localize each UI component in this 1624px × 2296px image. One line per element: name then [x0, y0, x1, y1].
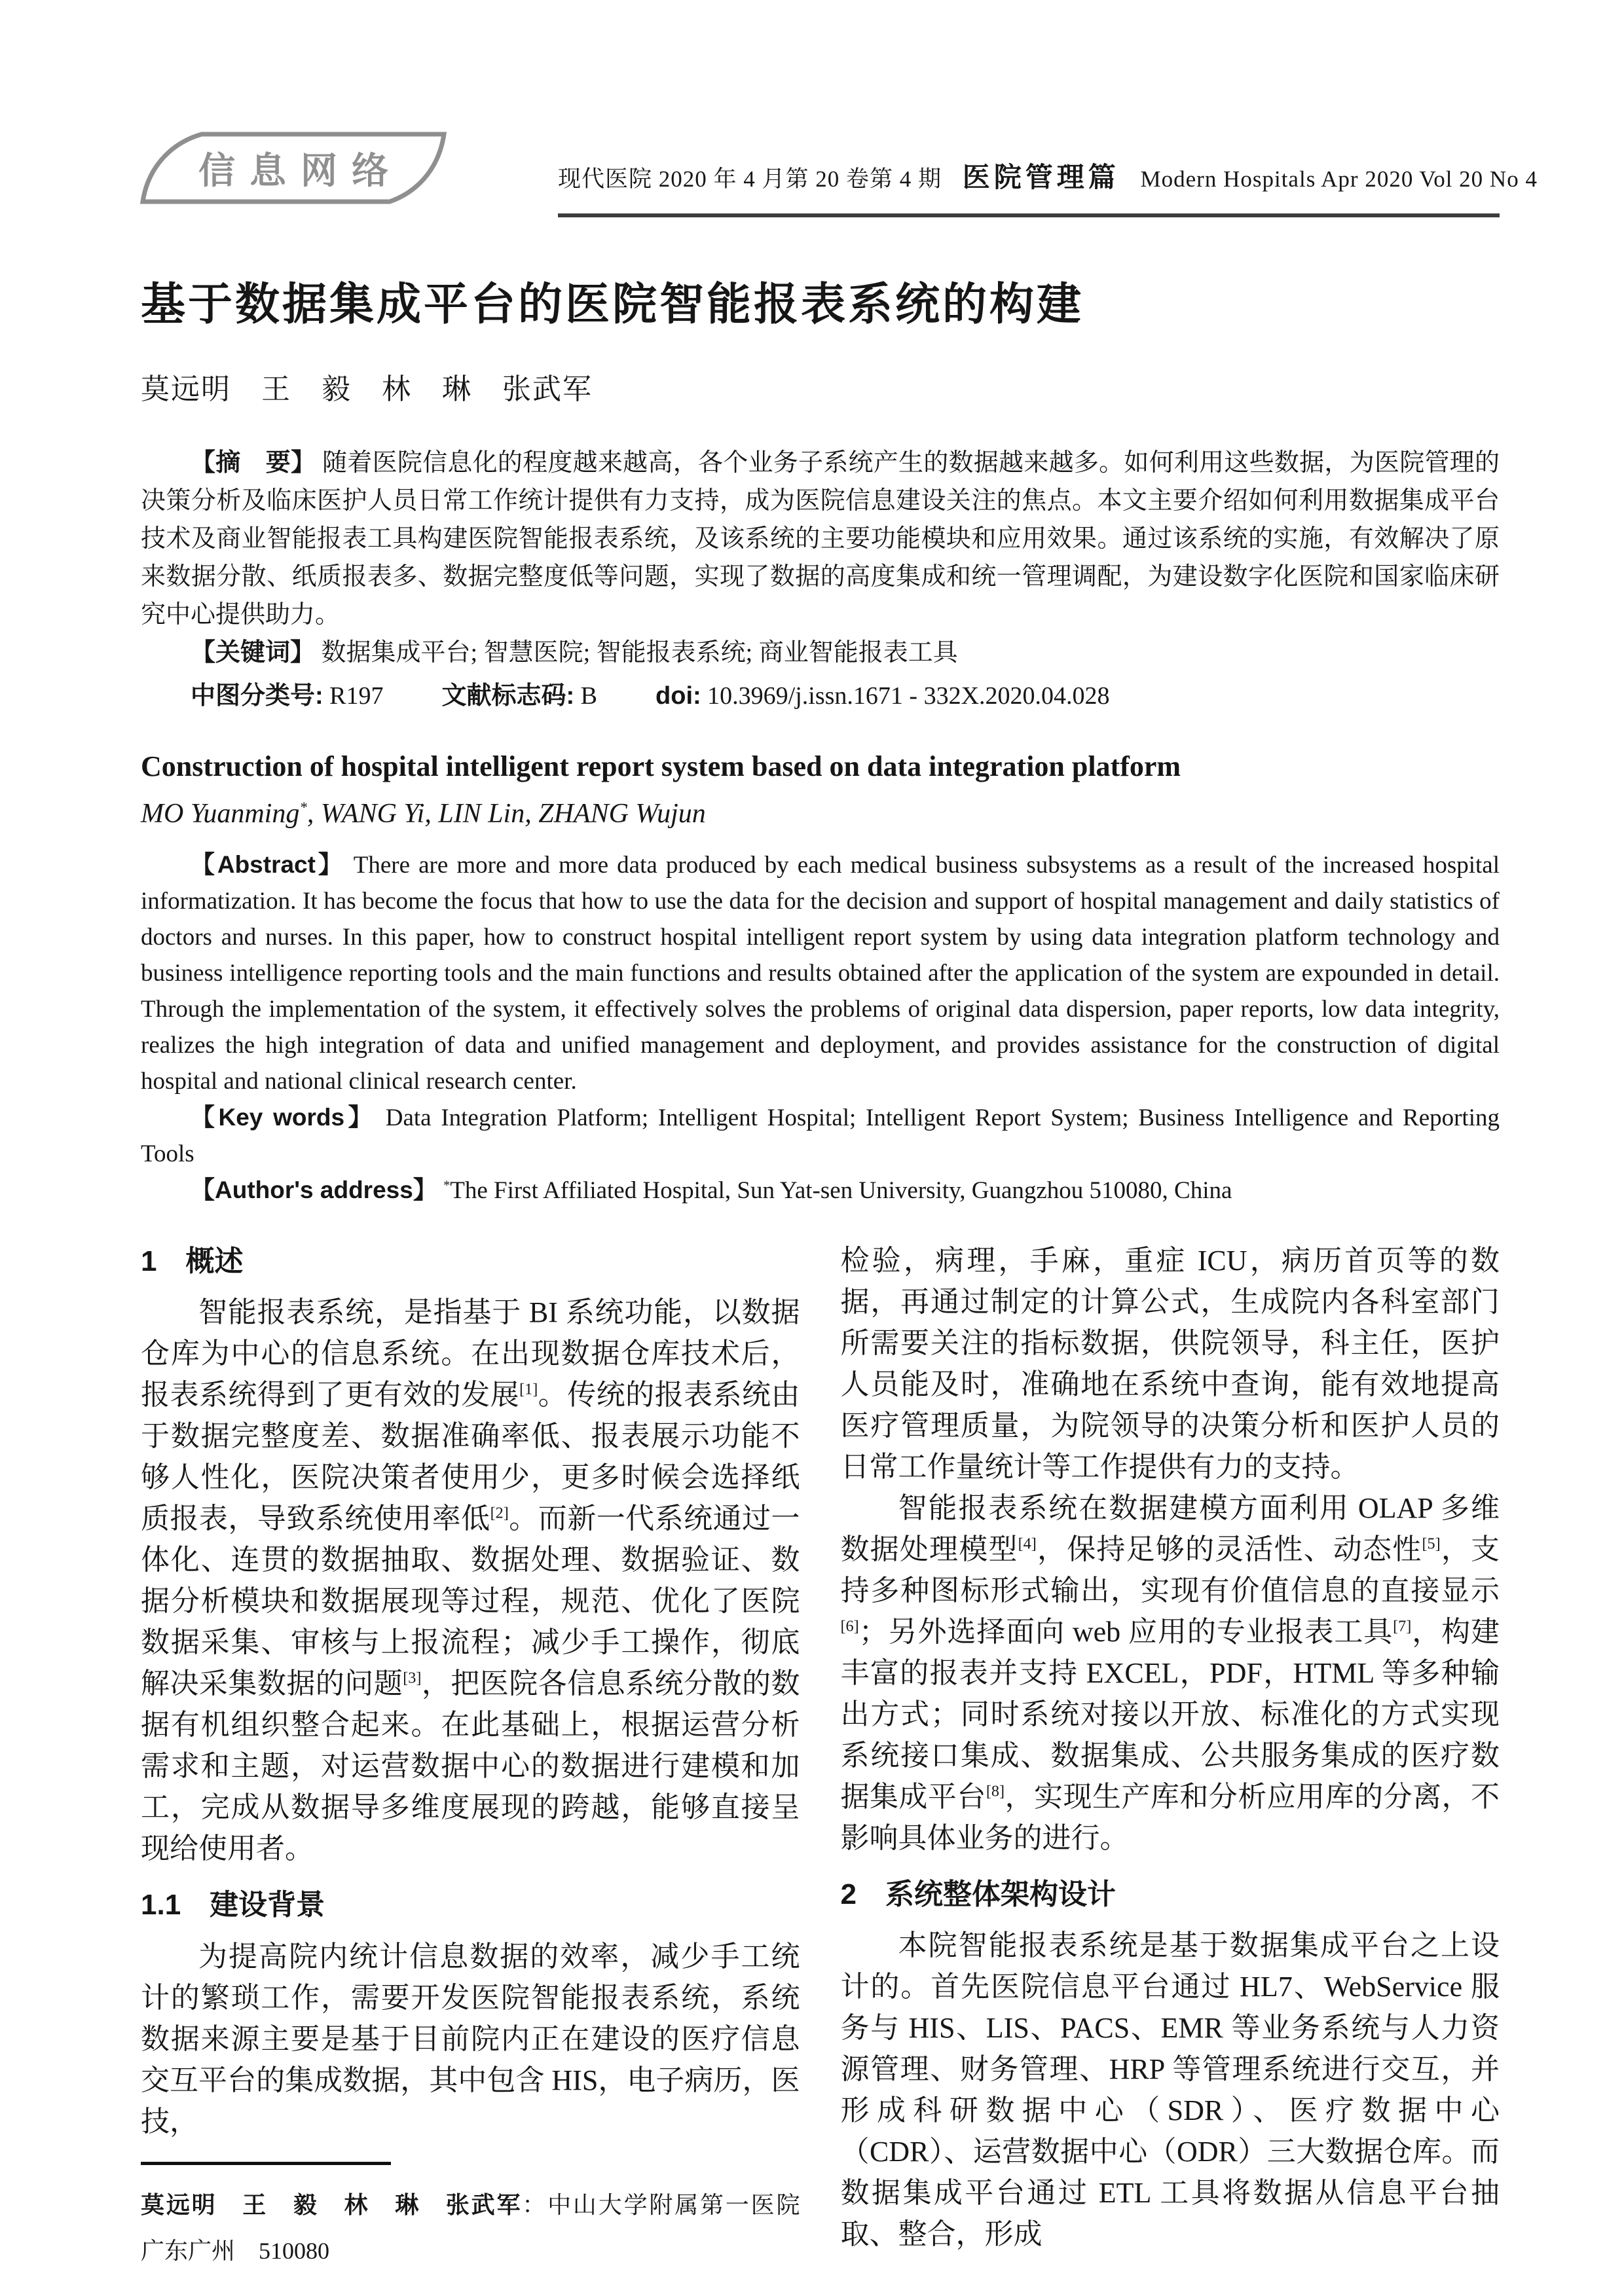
body-paragraph: 为提高院内统计信息数据的效率，减少手工统计的繁琐工作，需要开发医院智能报表系统，系统数据来源主要是基于目前院内正在建设的医疗信息交互平台的集成数据，其中包含 HIS，电子病历，医技，: [141, 1940, 800, 2138]
section-heading-2: 2 系统整体架构设计: [840, 1878, 1116, 1911]
clc-label: 中图分类号:: [191, 682, 323, 710]
address-text-en: *The First Affiliated Hospital, Sun Yat-sen University, Guangzhou 510080, China: [443, 1177, 1232, 1205]
article-title-cn: 基于数据集成平台的医院智能报表系统的构建: [141, 280, 1084, 329]
badge-label: 信息网络: [198, 150, 403, 191]
journal-issue-cn: 现代医院 2020 年 4 月第 20 卷第 4 期: [558, 166, 942, 192]
footnote-authors: 莫远明 王 毅 林 琳 张武军: [141, 2191, 523, 2218]
body-paragraph: 智能报表系统，是指基于 BI 系统功能，以数据仓库为中心的信息系统。在出现数据仓库技术后，报表系统得到了更有效的发展[1]。传统的报表系统由于数据完整度差、数据准确率低、报表展示功能不够人性化，医院决策者使用少，更多时候会选择纸质报表，导致系统使用率低[2]。而新一代系统通过一体化、连贯的数据抽取、数据处理、数据验证、数据分析模块和数据展现等过程，规范、优化了医院数据采集、审核与上报流程；减少手工操作，彻底解决采集数据的问题[3]，把医院各信息系统分散的数据有机组织整合起来。在此基础上，根据运营分析需求和主题，对运营数据中心的数据进行建模和加工，完成从数据导多维度展现的跨越，能够直接呈现给使用者。: [141, 1296, 800, 1865]
abstract-cn: [141, 444, 1500, 634]
author-footnote: [141, 2142, 824, 2274]
doc-code-label: 文献标志码:: [441, 682, 575, 710]
keywords-cn: [141, 634, 1500, 672]
abstract-label-en: 【Abstract】: [191, 851, 345, 879]
authors-cn: 莫远明 王 毅 林 琳 张武军: [141, 373, 593, 405]
footnote-rule: [141, 2162, 391, 2165]
author-address: [141, 1172, 1500, 1209]
abstract-label-cn: 【摘 要】: [191, 449, 316, 477]
front-matter: [0, 226, 1624, 1209]
classification-line: [141, 677, 1500, 715]
section-heading-1: 1 概述: [141, 1245, 244, 1278]
column-badge: [139, 130, 448, 207]
abstract-en: [141, 847, 1500, 1099]
abstract-text-cn: 随着医院信息化的程度越来越高，各个业务子系统产生的数据越来越多。如何利用这些数据，为医院管理的决策分析及临床医护人员日常工作统计提供有力支持，成为医院信息建设关注的焦点。本文主要介绍如何利用数据集成平台技术及商业智能报表工具构建医院智能报表系统，及该系统的主要功能模块和应用效果。通过该系统的实施，有效解决了原来数据分散、纸质报表多、数据完整度低等问题，实现了数据的高度集成和统一管理调配，为建设数字化医院和国家临床研究中心提供助力。: [141, 449, 1500, 629]
authors-en: MO Yuanming*, WANG Yi, LIN Lin, ZHANG Wujun: [141, 799, 706, 829]
address-label-en: 【Author's address】: [191, 1176, 437, 1204]
right-column: [841, 1240, 1500, 2273]
abstract-text-en: There are more and more data produced by each medical business subsystems as a result of the increased hospital informatization. It has become the focus that how to use the data for the decision and support of hospital management and daily statistics of doctors and nurses. In this paper, how to construct hospital intelligent report system by using data integration platform technology and business intelligence reporting tools and the main functions and results obtained after the application of the system are expounded in detail. Through the implementation of the system, it effectively solves the problems of original data dispersion, paper reports, low data integrity, realizes the high integration of data and unified management and deployment, and provides assistance for the construction of digital hospital and national clinical research center.: [141, 852, 1500, 1095]
keywords-label-cn: 【关键词】: [191, 639, 316, 666]
article-title-en: Construction of hospital intelligent report system based on data integration platform: [141, 750, 1181, 782]
body-columns: [0, 1209, 1624, 2296]
section-heading-1-1: 1.1 建设背景: [141, 1889, 325, 1922]
body-paragraph: 本院智能报表系统是基于数据集成平台之上设计的。首先医院信息平台通过 HL7、WebService 服务与 HIS、LIS、PACS、EMR 等业务系统与人力资源管理、财务管理、HRP 等管理系统进行交互，并形成科研数据中心（SDR）、医疗数据中心（CDR）、运营数据中心（ODR）三大数据仓库。而数据集成平台通过 ETL 工具将数据从信息平台抽取、整合，形成: [840, 1929, 1500, 2251]
footnote-text: [141, 2182, 824, 2274]
doi-label: doi:: [655, 682, 701, 710]
section-name-cn: 医院管理篇: [962, 162, 1120, 192]
body-paragraph: 检验，病理，手麻，重症 ICU，病历首页等的数据，再通过制定的计算公式，生成院内各科室部门所需要关注的指标数据，供院领导，科主任，医护人员能及时，准确地在系统中查询，能有效地提高医疗管理质量，为院领导的决策分析和医护人员的日常工作量统计等工作提供有力的支持。: [840, 1245, 1500, 1484]
doi-value: 10.3969/j.issn.1671 - 332X.2020.04.028: [707, 682, 1110, 710]
left-column: [141, 1240, 824, 2273]
keywords-text-cn: 数据集成平台; 智慧医院; 智能报表系统; 商业智能报表工具: [321, 639, 958, 666]
keywords-text-en: Data Integration Platform; Intelligent Hospital; Intelligent Report System; Business Intelligence and Reporting Tools: [141, 1104, 1500, 1168]
body-paragraph: 智能报表系统在数据建模方面利用 OLAP 多维数据处理模型[4]，保持足够的灵活性、动态性[5]，支持多种图标形式输出，实现有价值信息的直接显示[6]；另外选择面向 web 应用的专业报表工具[7]，构建丰富的报表并支持 EXCEL，PDF，HTML 等多种输出方式；同时系统对接以开放、标准化的方式实现系统接口集成、数据集成、公共服务集成的医疗数据集成平台[8]，实现生产库和分析应用库的分离，不影响具体业务的进行。: [840, 1492, 1500, 1855]
page-header: [0, 0, 1624, 226]
clc-value: R197: [329, 682, 384, 710]
running-head: [558, 156, 1538, 195]
journal-issue-en: Modern Hospitals Apr 2020 Vol 20 No 4: [1140, 166, 1538, 192]
doc-code-value: B: [580, 682, 598, 710]
header-rule: [558, 213, 1500, 217]
footnote-affiliation: ：中山大学附属第一医院 广东广州 510080: [141, 2191, 824, 2264]
keywords-en: [141, 1099, 1500, 1172]
keywords-label-en: 【Key words】: [191, 1104, 377, 1131]
